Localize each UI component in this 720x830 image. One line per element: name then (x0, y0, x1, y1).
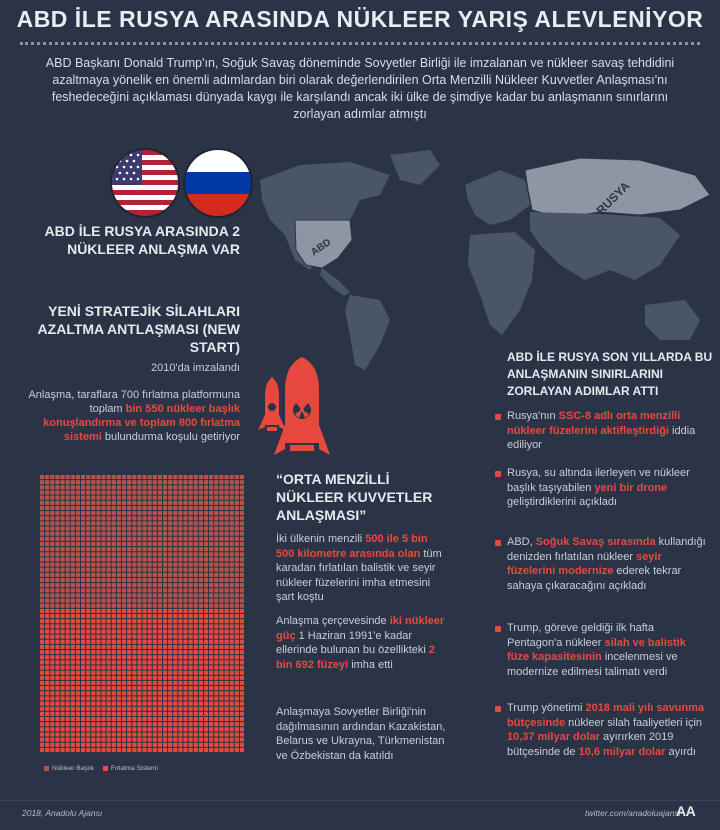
warhead-launcher-grid (40, 475, 245, 753)
large-rocket-icon (274, 357, 330, 455)
rocket-icons (250, 355, 340, 460)
treaties-heading: ABD İLE RUSYA ARASINDA 2 NÜKLEER ANLAŞMA VAR (44, 223, 240, 257)
violation-item-cruise-missiles: ABD, Soğuk Savaş sırasında kullandığı denizden fırlatılan nükleer seyir füzelerini modernize ederek tekrar sahaya çıkaracağını açıkladı (495, 535, 710, 593)
map-south-america (345, 295, 390, 370)
violation-item-pentagon: Trump, göreve geldiği ilk hafta Pentagon'a nükleer silah ve balistik füze kapasitesinin incelenmesi ve modernize edilmesi talimatı verdi (495, 621, 710, 679)
page-title: ABD İLE RUSYA ARASINDA NÜKLEER YARIŞ ALEVLENİYOR (16, 6, 704, 32)
legend-warheads-label: Nükleer Başlık (52, 765, 94, 772)
map-africa (468, 232, 535, 335)
map-central-america (320, 268, 350, 296)
inf-paragraph-destroyed: Anlaşma çerçevesinde iki nükleer güç 1 Haziran 1991'e kadar ellerinde bulunan bu özellikteki 2 bin 692 füzeyi imha etti (276, 615, 445, 671)
bullet-icon (495, 626, 501, 632)
bullet-icon (495, 706, 501, 712)
small-rocket-icon (258, 377, 286, 431)
grid-legend (44, 765, 158, 772)
map-greenland (390, 150, 440, 185)
new-start-heading: YENİ STRATEJİK SİLAHLARI AZALTMA ANTLAŞMASI (NEW START) (37, 303, 240, 355)
bullet-icon (495, 471, 501, 477)
violation-item-budget: Trump yönetimi 2018 mali yılı savunma bütçesinde nükleer silah faaliyetleri için 10,37 milyar dolar ayırırken 2019 bütçesinde de 10,6 milyar dolar ayırdı (495, 701, 710, 759)
new-start-description: Anlaşma, taraflara 700 fırlatma platformuna toplam bin 550 nükleer başlık konuşlandırma ve toplam 800 fırlatma sistemi bulundurma koşulu getiriyor (28, 389, 240, 443)
violation-item-ssc8: Rusya'nın SSC-8 adlı orta menzilli nükleer füzelerini aktifleştirdiği iddia ediliyor (495, 409, 710, 453)
world-map (240, 140, 720, 375)
legend-launcher-swatch (103, 766, 108, 771)
inf-treaty-heading: “ORTA MENZİLLİ NÜKLEER KUVVETLER ANLAŞMASI” (276, 471, 433, 523)
map-label-russia: RUSYA (593, 178, 633, 218)
map-label-usa: ABD (309, 236, 334, 259)
new-start-signed-date: 2010'da imzalandı (151, 362, 240, 374)
footer-twitter-link[interactable]: twitter.com/anadoluajansi (585, 808, 681, 818)
inf-paragraph-members: Anlaşmaya Sovyetler Birliği'nin dağılmasının ardından Kazakistan, Belarus ve Ukrayna, Türkmenistan ve Özbekistan da katıldı (276, 706, 446, 762)
legend-warhead-swatch (44, 766, 49, 771)
map-europe (465, 170, 530, 225)
aa-logo: AA (676, 803, 696, 819)
bullet-icon (495, 414, 501, 420)
inf-paragraph-range: İki ülkenin menzili 500 ile 5 bin 500 kilometre arasında olan tüm karadan fırlatılan balistik ve seyir nükleer füzelerini imha etmesini şart koştu (276, 533, 442, 603)
violations-heading: ABD İLE RUSYA SON YILLARDA BU ANLAŞMANIN SINIRLARINI ZORLAYAN ADIMLAR ATTI (507, 350, 713, 398)
russia-flag-icon (183, 148, 253, 218)
violation-item-drone: Rusya, su altında ilerleyen ve nükleer başlık taşıyabilen yeni bir drone geliştirdiklerini açıkladı (495, 466, 710, 510)
intro-text: ABD Başkanı Donald Trump'ın, Soğuk Savaş döneminde Sovyetler Birliği ile imzalanan ve nükleer savaş tehdidini azaltmaya yönelik en önemli adımlardan biri olarak değerlendirilen Orta Menzilli Nükleer Kuvvetler Anlaşması'nı feshedeceğini açıklaması dünyada kaygı ile karşılandı ancak iki ülke de şimdiye kadar bu anlaşmanın sınırlarını zorlayan adımlar atmıştı (45, 56, 675, 121)
title-divider (20, 42, 700, 45)
map-australia (645, 300, 700, 340)
footer-divider (0, 800, 720, 801)
map-asia (530, 212, 680, 280)
usa-flag-icon (110, 148, 180, 218)
bullet-icon (495, 540, 501, 546)
legend-launchers-label: Fırlatma Sistemi (110, 765, 158, 772)
footer-credit: 2018, Anadolu Ajansı (22, 808, 103, 818)
